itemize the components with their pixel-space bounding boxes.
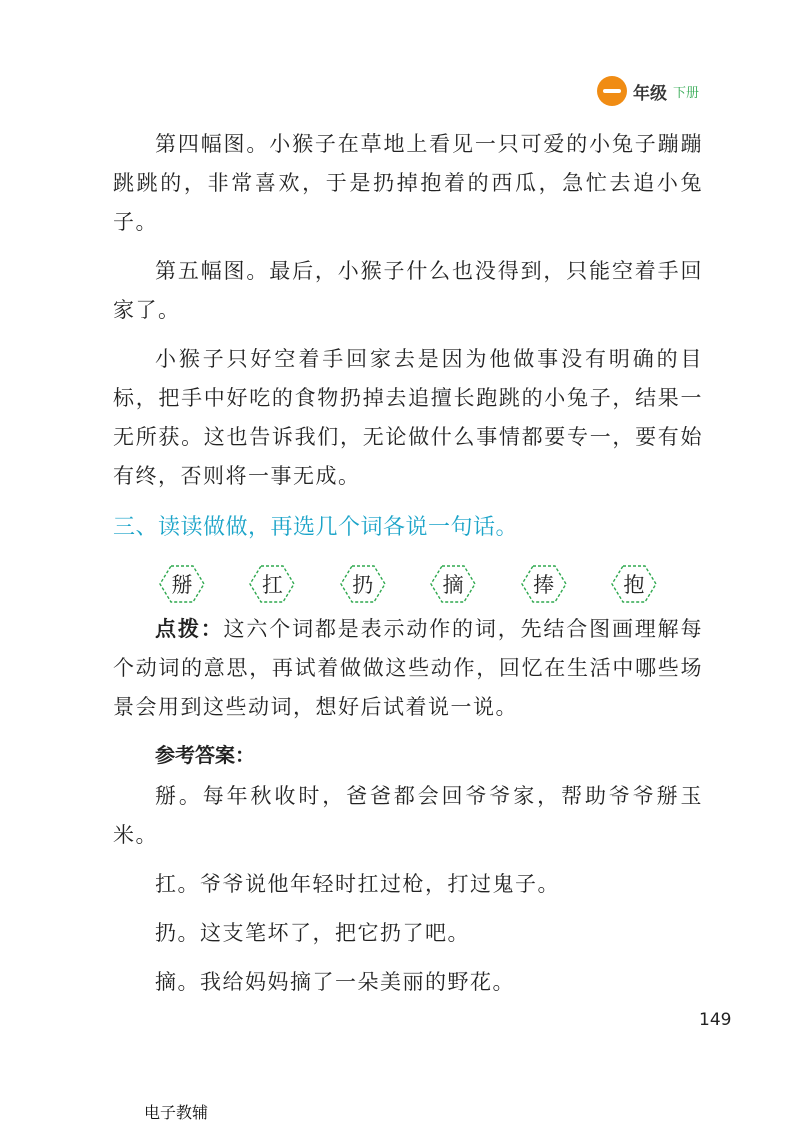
answer-item: 掰。每年秋收时，爸爸都会回爷爷家，帮助爷爷掰玉米。 bbox=[113, 784, 703, 847]
paragraph-picture-four: 第四幅图。小猴子在草地上看见一只可爱的小兔子蹦蹦跳跳的，非常喜欢，于是扔掉抱着的西瓜，急忙去追小兔子。 bbox=[113, 132, 703, 234]
grade-header bbox=[597, 76, 699, 106]
word-text: 捧 bbox=[533, 573, 555, 597]
page-content bbox=[113, 125, 703, 1012]
tip-paragraph bbox=[113, 610, 703, 727]
word-hexagon bbox=[340, 564, 386, 604]
paragraph-conclusion: 小猴子只好空着手回家去是因为他做事没有明确的目标，把手中好吃的食物扔掉去追擅长跑跳的小兔子，结果一无所获。这也告诉我们，无论做什么事情都要专一，要有始有终，否则将一事无成。 bbox=[113, 347, 703, 488]
answer-label: 参考答案： bbox=[155, 743, 255, 767]
word-text: 扛 bbox=[261, 573, 283, 597]
tip-label: 点拨： bbox=[155, 617, 224, 641]
answer-item: 扔。这支笔坏了，把它扔了吧。 bbox=[155, 921, 470, 945]
grade-one-icon bbox=[597, 76, 627, 106]
word-hexagon bbox=[521, 564, 567, 604]
section-title: 三、读读做做，再选几个词各说一句话。 bbox=[113, 515, 519, 540]
word-hexagon bbox=[249, 564, 295, 604]
page-number: 149 bbox=[699, 1010, 732, 1030]
word-hexagon bbox=[430, 564, 476, 604]
grade-label: 年级 bbox=[632, 83, 667, 104]
word-text: 扔 bbox=[352, 573, 374, 597]
tip-text: 这六个词都是表示动作的词，先结合图画理解每个动词的意思，再试着做做这些动作，回忆在生活中哪些场景会用到这些动词，想好后试着说一说。 bbox=[113, 617, 704, 719]
answer-item: 扛。爷爷说他年轻时扛过枪，打过鬼子。 bbox=[155, 872, 560, 896]
word-text: 摘 bbox=[442, 573, 464, 597]
answer-item: 摘。我给妈妈摘了一朵美丽的野花。 bbox=[155, 970, 515, 994]
volume-label: 下册 bbox=[672, 85, 699, 101]
word-text: 掰 bbox=[171, 573, 193, 597]
action-words-row bbox=[113, 550, 703, 610]
word-hexagon bbox=[611, 564, 657, 604]
footer-watermark: 电子教辅 bbox=[144, 1103, 209, 1122]
paragraph-picture-five: 第五幅图。最后，小猴子什么也没得到，只能空着手回家了。 bbox=[113, 259, 703, 322]
word-hexagon bbox=[159, 564, 205, 604]
word-text: 抱 bbox=[623, 573, 645, 597]
